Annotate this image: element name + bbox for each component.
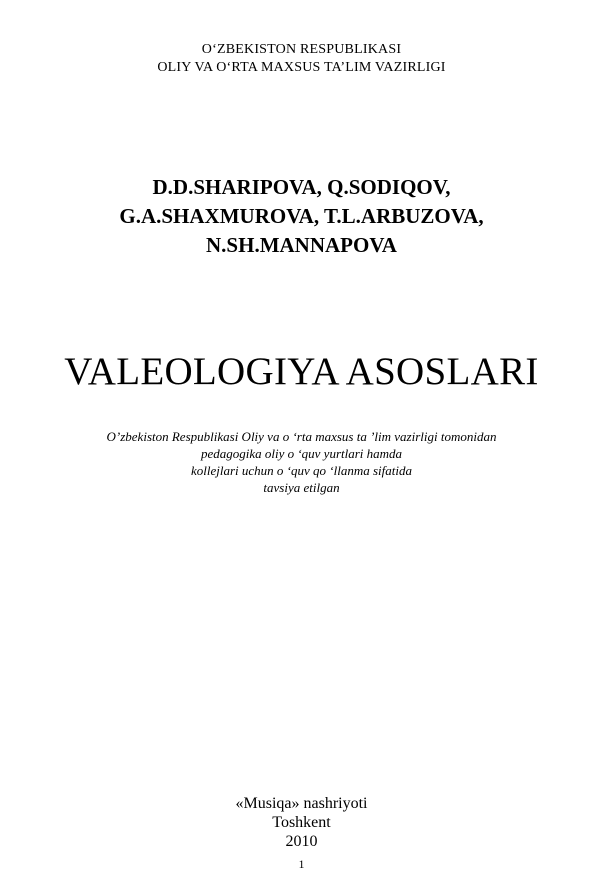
publisher-city: Toshkent	[272, 814, 331, 831]
recommendation-line-4: tavsiya etilgan	[263, 480, 340, 495]
authors-line-3: N.SH.MANNAPOVA	[206, 233, 397, 257]
book-title: VALEOLOGIYA ASOSLARI	[64, 350, 539, 393]
authors-line-1: D.D.SHARIPOVA, Q.SODIQOV,	[152, 175, 451, 199]
publication-year: 2010	[285, 833, 318, 850]
recommendation-line-2: pedagogika oliy o ‘quv yurtlari hamda	[200, 446, 403, 461]
recommendation-line-3: kollejlari uchun o ‘quv qo ‘llanma sifatida	[191, 463, 412, 478]
page-number: 1	[298, 857, 305, 871]
authors-line-2: G.A.SHAXMUROVA, T.L.ARBUZOVA,	[119, 204, 484, 228]
ministry-header-line-1: O‘ZBEKISTON RESPUBLIKASI	[201, 42, 402, 57]
recommendation-line-1: O’zbekiston Respublikasi Oliy va o ‘rta maxsus ta ’lim vazirligi tomonidan	[106, 429, 497, 444]
publisher-name: «Musiqa» nashriyoti	[235, 795, 368, 812]
ministry-header-line-2: OLIY VA O‘RTA MAXSUS TA’LIM VAZIRLIGI	[157, 60, 446, 75]
